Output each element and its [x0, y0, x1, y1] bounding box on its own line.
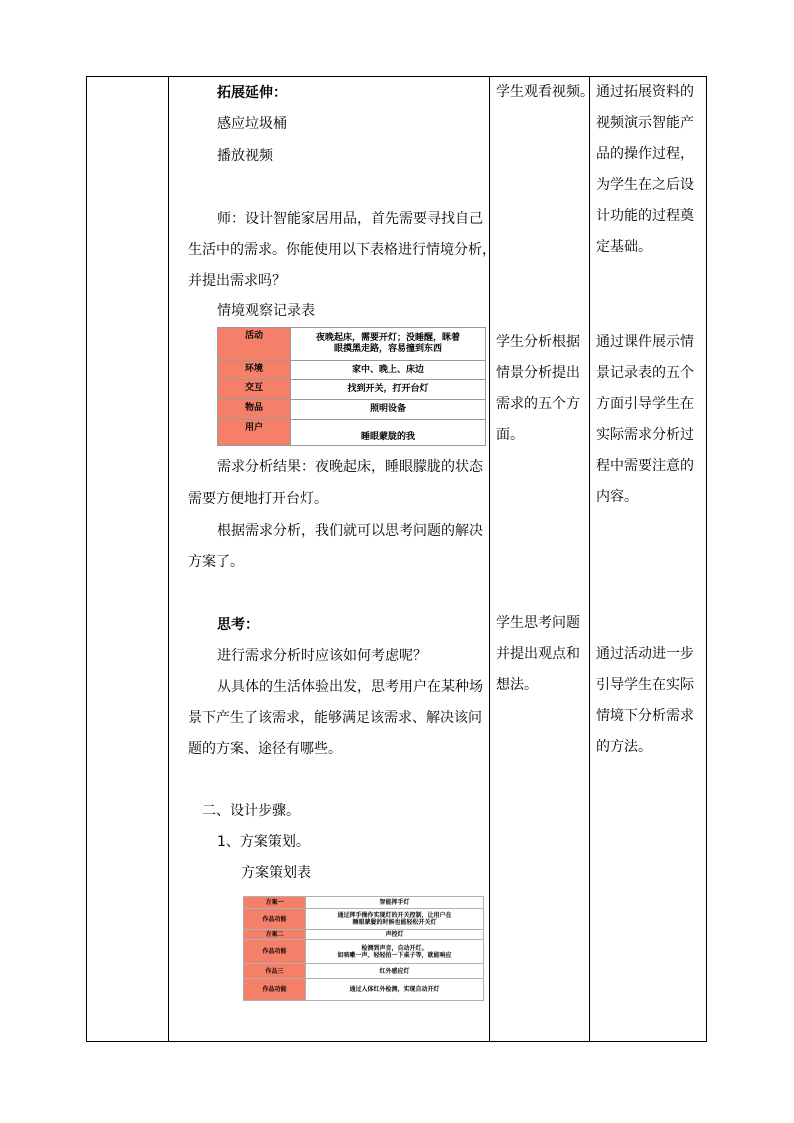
table-value-cell: 通过人体红外检测，实现自动开灯	[306, 979, 484, 1001]
think-heading: 思考：	[217, 617, 259, 633]
column-divider-2	[489, 76, 490, 1042]
think-question: 进行需求分析时应该如何考虑呢？	[217, 648, 427, 664]
table-row	[218, 400, 486, 420]
design-intent-1: 通过拓展资料的 视频演示智能产 品的操作过程， 为学生在之后设 计功能的过程奠 定基础。	[596, 84, 694, 255]
table-row	[218, 380, 486, 400]
table-row	[244, 897, 484, 909]
column-divider-3	[589, 76, 590, 1042]
table1-title: 情境观察记录表	[217, 303, 315, 319]
table-key-cell: 方案二	[244, 930, 306, 940]
item-play-video: 播放视频	[217, 148, 273, 164]
teacher-line-1: 师：设计智能家居用品，首先需要寻找自己	[217, 211, 483, 227]
table-key-cell: 作品三	[244, 964, 306, 979]
situation-observation-table	[217, 327, 486, 446]
student-activity-2: 学生分析根据 情景分析提出 需求的五个方 面。	[496, 334, 580, 443]
table-value-cell: 照明设备	[291, 400, 486, 420]
column-divider-1	[168, 76, 169, 1042]
table-key-cell: 方案一	[244, 897, 306, 909]
solution-line-1: 根据需求分析，我们就可以思考问题的解决	[217, 523, 483, 539]
solution-line-2: 方案了。	[188, 554, 244, 570]
table-key-cell: 作品功能	[244, 979, 306, 1001]
table-row	[244, 979, 484, 1001]
table-value-cell: 睡眼蒙胧的我	[291, 420, 486, 446]
table-value-cell: 家中、晚上、床边	[291, 361, 486, 380]
table-value-cell: 检测到声音，自动开灯。 如咳嗽一声、轻轻拍一下桌子等，就能响应	[306, 940, 484, 964]
table-row	[244, 930, 484, 940]
answer-line-1: 从具体的生活体验出发，思考用户在某种场	[217, 679, 483, 695]
table-key-cell: 交互	[218, 380, 291, 400]
table-row	[218, 420, 486, 446]
design-intent-2: 通过课件展示情 景记录表的五个 方面引导学生在 实际需求分析过 程中需要注意的 内容。	[596, 334, 694, 505]
table-key-cell: 环境	[218, 361, 291, 380]
student-activity-3: 学生思考问题 并提出观点和 想法。	[496, 615, 580, 693]
table-row	[244, 964, 484, 979]
table-row	[218, 328, 486, 361]
plan-table	[243, 896, 484, 1001]
table-value-cell: 夜晚起床，需要开灯；没睡醒，眯着 眼摸黑走路，容易撞到东西	[291, 328, 486, 361]
result-line-2: 需要方便地打开台灯。	[188, 491, 328, 507]
design-intent-3: 通过活动进一步 引导学生在实际 情境下分析需求 的方法。	[596, 646, 694, 755]
table-row	[244, 940, 484, 964]
teacher-line-3: 并提出需求吗？	[188, 273, 286, 289]
table-value-cell: 红外感应灯	[306, 964, 484, 979]
table-row	[218, 361, 486, 380]
result-line-1: 需求分析结果：夜晚起床，睡眼朦胧的状态	[217, 459, 483, 475]
table-value-cell: 通过挥手操作实现灯的开关控制，让用户在 睡眼蒙胧的时候也能轻松开关灯	[306, 909, 484, 930]
answer-line-3: 题的方案、途径有哪些。	[188, 741, 342, 757]
table-key-cell: 作品功能	[244, 909, 306, 930]
item-sensor-bin: 感应垃圾桶	[217, 116, 287, 132]
teacher-line-2: 生活中的需求。你能使用以下表格进行情境分析，	[188, 242, 496, 258]
table-value-cell: 找到开关，打开台灯	[291, 380, 486, 400]
table-key-cell: 物品	[218, 400, 291, 420]
answer-line-2: 景下产生了该需求，能够满足该需求、解决该问	[188, 710, 482, 726]
table-value-cell: 智能挥手灯	[306, 897, 484, 909]
step-plan: 1、方案策划。	[217, 834, 310, 850]
student-activity-1: 学生观看视频。	[496, 84, 594, 100]
table-key-cell: 作品功能	[244, 940, 306, 964]
table2-title: 方案策划表	[241, 865, 311, 881]
table-key-cell: 用户	[218, 420, 291, 446]
table-key-cell: 活动	[218, 328, 291, 361]
table-value-cell: 声控灯	[306, 930, 484, 940]
extension-heading: 拓展延伸：	[217, 85, 287, 101]
design-steps-heading: 二、设计步骤。	[202, 803, 300, 819]
table-row	[244, 909, 484, 930]
